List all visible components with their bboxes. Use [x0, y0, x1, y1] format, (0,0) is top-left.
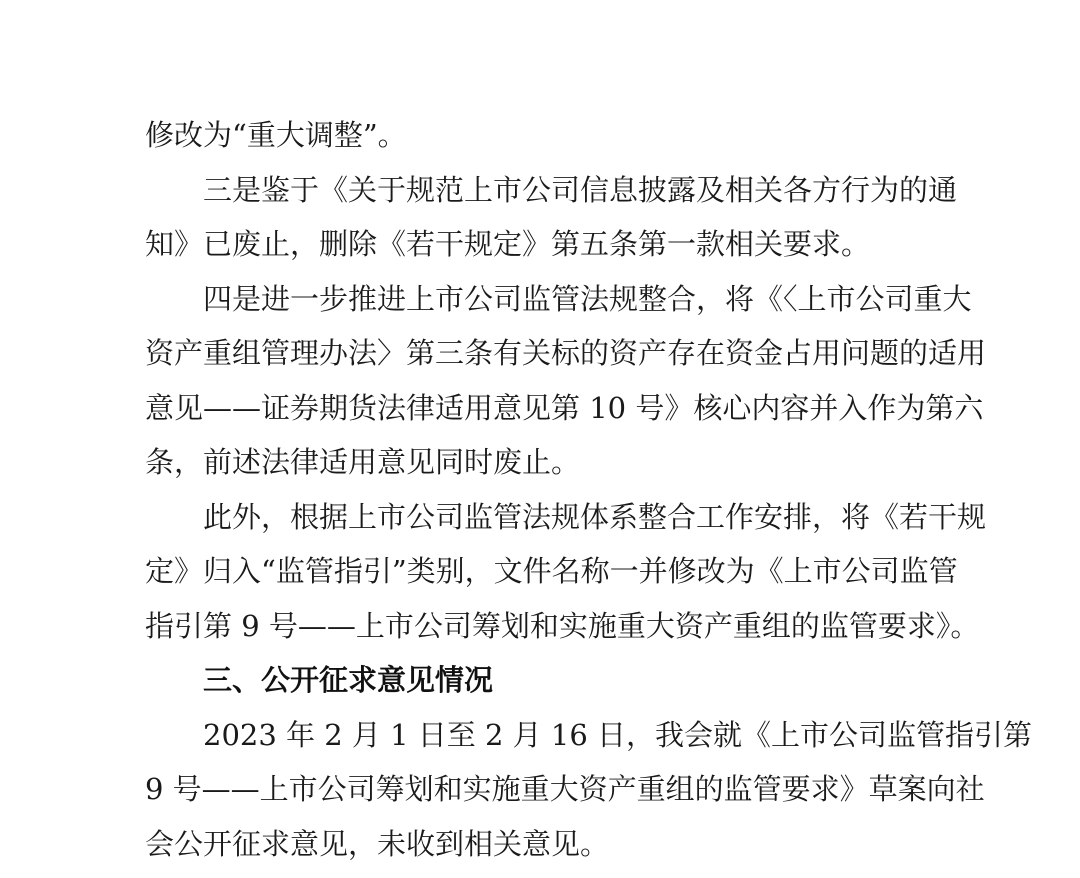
paragraph-line: 意见——证券期货法律适用意见第 10 号》核心内容并入作为第六	[145, 391, 984, 425]
paragraph-line: 三是鉴于《关于规范上市公司信息披露及相关各方行为的通	[203, 173, 958, 207]
paragraph-line: 四是进一步推进上市公司监管法规整合，将《〈上市公司重大	[203, 282, 972, 316]
paragraph-line: 条，前述法律适用意见同时废止。	[145, 445, 581, 479]
paragraph-line: 2023 年 2 月 1 日至 2 月 16 日，我会就《上市公司监管指引第	[203, 718, 1033, 752]
section-heading: 三、公开征求意见情况	[203, 663, 494, 697]
paragraph-line: 9 号——上市公司筹划和实施重大资产重组的监管要求》草案向社	[145, 772, 985, 806]
paragraph-line: 知》已废止，删除《若干规定》第五条第一款相关要求。	[145, 227, 871, 261]
paragraph-line: 修改为“重大调整”。	[145, 118, 407, 152]
paragraph-line: 定》归入“监管指引”类别，文件名称一并修改为《上市公司监管	[145, 554, 958, 588]
paragraph-line: 指引第 9 号——上市公司筹划和实施重大资产重组的监管要求》。	[145, 609, 980, 643]
paragraph-line: 此外，根据上市公司监管法规体系整合工作安排，将《若干规	[203, 500, 987, 534]
paragraph-line: 资产重组管理办法〉第三条有关标的资产存在资金占用问题的适用	[145, 336, 987, 370]
paragraph-line: 会公开征求意见，未收到相关意见。	[145, 827, 610, 861]
